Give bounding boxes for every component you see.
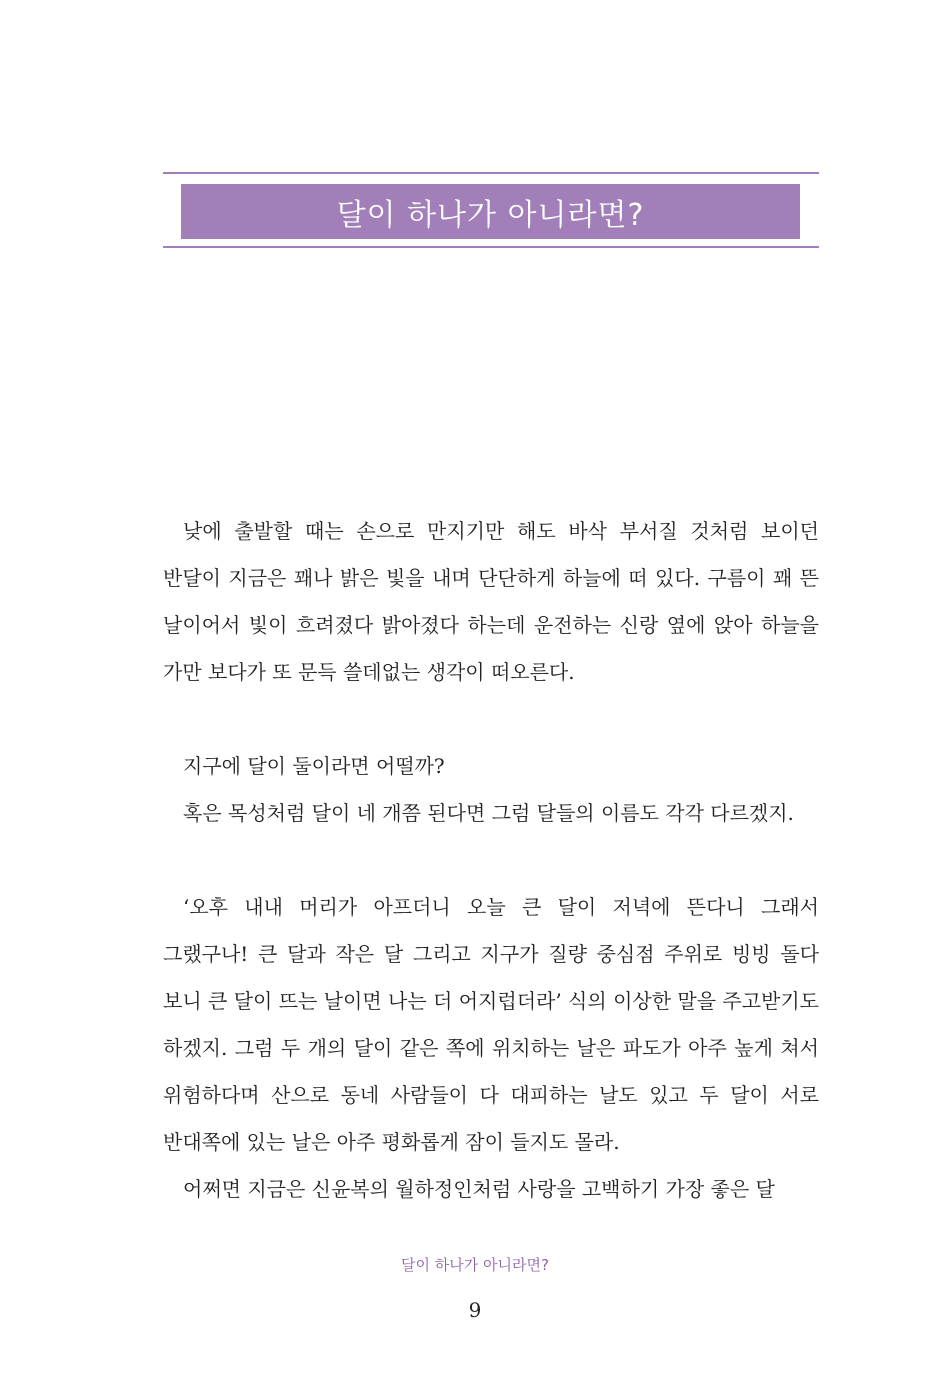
chapter-title-banner bbox=[181, 184, 800, 239]
chapter-title-frame bbox=[163, 172, 819, 248]
paragraph: ‘오후 내내 머리가 아프더니 오늘 큰 달이 저녁에 뜬다니 그래서 그랬구나! 큰 달과 작은 달 그리고 지구가 질량 중심점 주위로 빙빙 돌다 보니 큰 달이 뜨는 날이면 나는 더 어지럽더라’ 식의 이상한 말을 주고받기도 하겠지. 그럼 두 개의 달이 같은 쪽에 위치하는 날은 파도가 아주 높게 쳐서 위험하다며 산으로 동네 사람들이 다 대피하는 날도 있고 두 달이 서로 반대쪽에 있는 날은 아주 평화롭게 잠이 들지도 몰라. bbox=[163, 895, 819, 1154]
body-text bbox=[163, 508, 819, 1213]
paragraph: 낮에 출발할 때는 손으로 만지기만 해도 바삭 부서질 것처럼 보이던 반달이 지금은 꽤나 밝은 빛을 내며 단단하게 하늘에 떠 있다. 구름이 꽤 뜬 날이어서 빛이 흐려졌다 밝아졌다 하는데 운전하는 신랑 옆에 앉아 하늘을 가만 보다가 또 문득 쓸데없는 생각이 떠오른다. bbox=[163, 519, 819, 684]
paragraph: 어쩌면 지금은 신윤복의 월하정인처럼 사랑을 고백하기 가장 좋은 달 bbox=[183, 1177, 775, 1201]
paragraph-gap bbox=[163, 837, 819, 884]
paragraph: 지구에 달이 둘이라면 어떨까? bbox=[183, 754, 445, 778]
page-number: 9 bbox=[468, 1298, 482, 1322]
paragraph: 혹은 목성처럼 달이 네 개쯤 된다면 그럼 달들의 이름도 각각 다르겠지. bbox=[183, 801, 794, 825]
chapter-title: 달이 하나가 아니라면? bbox=[336, 197, 645, 233]
paragraph-gap bbox=[163, 696, 819, 743]
running-footer-title: 달이 하나가 아니라면? bbox=[401, 1256, 549, 1274]
